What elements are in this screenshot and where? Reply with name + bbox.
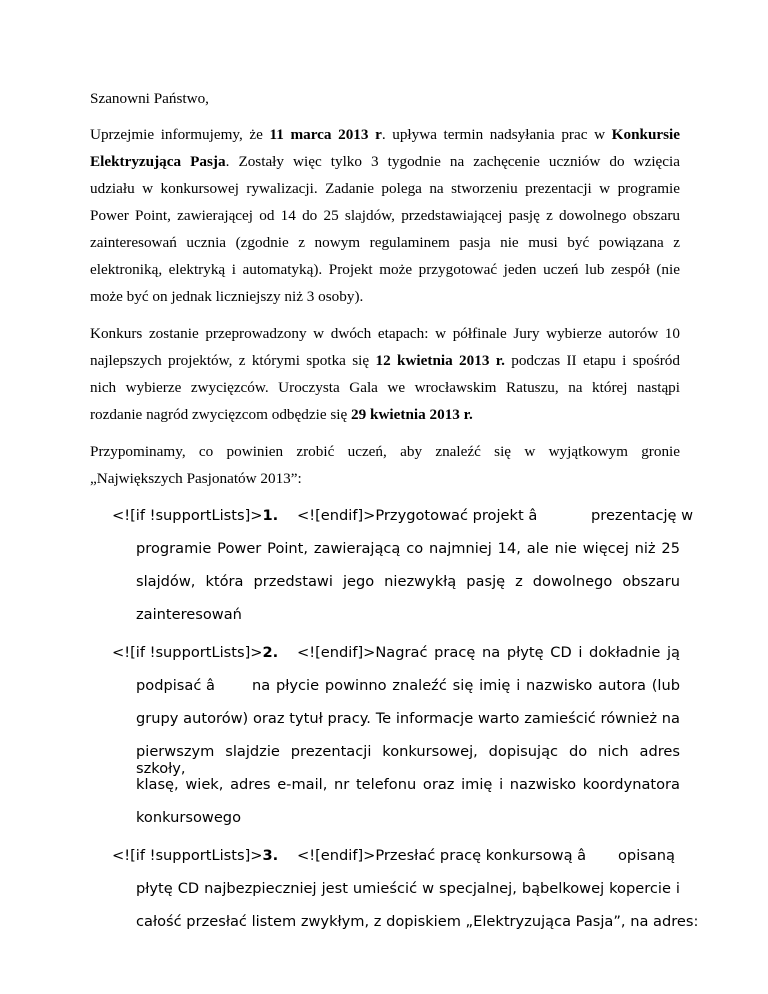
list-item-1-line-4: zainteresowań [136, 606, 242, 623]
contest-name-part1: Konkursie [611, 126, 681, 143]
p1-line-4: Power Point, zawierającej od 14 do 25 slajdów, przedstawiającej pasję z dowolnego obszaru [90, 207, 680, 224]
list-number: 2. [262, 644, 279, 661]
p2-line-1: Konkurs zostanie przeprowadzony w dwóch etapach: w półfinale Jury wybierze autorów 10 [90, 325, 680, 342]
list-item-2-line-3: grupy autorów) oraz tytuł pracy. Te informacje warto zamieścić również na [136, 710, 680, 727]
deadline-date: 11 marca 2013 r [269, 126, 382, 143]
list-item-2-marker: <![if !supportLists]>2. [112, 644, 279, 661]
list-number: 1. [262, 507, 279, 524]
list-number: 3. [262, 847, 279, 864]
salutation: Szanowni Państwo, [90, 90, 209, 107]
semifinal-date: 12 kwietnia 2013 r. [375, 352, 505, 369]
p2-line-4: rozdanie nagród zwycięzcom odbędzie się 29 kwietnia 2013 r. [90, 406, 473, 423]
gala-date: 29 kwietnia 2013 r. [351, 406, 473, 423]
p1-line-1: Uprzejmie informujemy, że 11 marca 2013 r. upływa termin nadsyłania prac w Konkursie [90, 126, 681, 143]
list-item-2-line-5: klasę, wiek, adres e-mail, nr telefonu oraz imię i nazwisko koordynatora [136, 776, 680, 793]
p3-line-1: Przypominamy, co powinien zrobić uczeń, aby znaleźć się w wyjątkowym gronie [90, 443, 680, 460]
p2-line-3: nich wybierze zwycięzców. Uroczysta Gala we wrocławskim Ratuszu, na której nastąpi [90, 379, 680, 396]
list-item-2-line-6: konkursowego [136, 809, 241, 826]
contest-name-part2: Elektryzująca Pasja [90, 153, 226, 170]
list-item-3-marker: <![if !supportLists]>3. [112, 847, 279, 864]
p2-line-2: najlepszych projektów, z którymi spotka się 12 kwietnia 2013 r. podczas II etapu i spośród [90, 352, 680, 369]
p1-line-7: może być on jednak liczniejszy niż 3 osoby). [90, 288, 364, 305]
list-item-1-line-3: slajdów, która przedstawi jego niezwykłą pasję z dowolnego obszaru [136, 573, 680, 590]
p1-line-5: zainteresowań ucznia (zgodnie z nowym regulaminem pasja nie musi być powiązana z [90, 234, 680, 251]
list-item-1-first-tail: prezentację w [591, 507, 694, 524]
p1-line-6: elektroniką, elektryką i automatyką). Projekt może przygotować jeden uczeń lub zespół (nie [90, 261, 680, 278]
list-item-1-first: <![endif]>Przygotować projekt â [297, 507, 538, 524]
p1-line-2: Elektryzująca Pasja. Zostały więc tylko 3 tygodnie na zachęcenie uczniów do wzięcia [90, 153, 680, 170]
list-item-3-line-3: całość przesłać listem zwykłym, z dopiskiem „Elektryzująca Pasja”, na adres: [136, 913, 699, 930]
list-item-2-first: <![endif]>Nagrać pracę na płytę CD i dokładnie ją [297, 644, 680, 661]
p3-line-2: „Największych Pasjonatów 2013”: [90, 470, 302, 487]
list-item-2-second-b: na płycie powinno znaleźć się imię i nazwisko autora (lub [252, 677, 680, 694]
list-item-3-line-2: płytę CD najbezpieczniej jest umieścić w specjalnej, bąbelkowej kopercie i [136, 880, 680, 897]
list-item-1-marker: <![if !supportLists]>1. [112, 507, 279, 524]
p1-line-3: udziału w konkursowej rywalizacji. Zadanie polega na stworzeniu prezentacji w programie [90, 180, 680, 197]
list-item-3-first: <![endif]>Przesłać pracę konkursową â [297, 847, 587, 864]
list-item-2-second-a: podpisać â [136, 677, 215, 694]
list-item-2-line-4: pierwszym slajdzie prezentacji konkursowej, dopisując do nich adres szkoły, [136, 743, 680, 777]
list-item-3-first-tail: opisaną [618, 847, 675, 864]
list-item-1-line-2: programie Power Point, zawierającą co najmniej 14, ale nie więcej niż 25 [136, 540, 680, 557]
